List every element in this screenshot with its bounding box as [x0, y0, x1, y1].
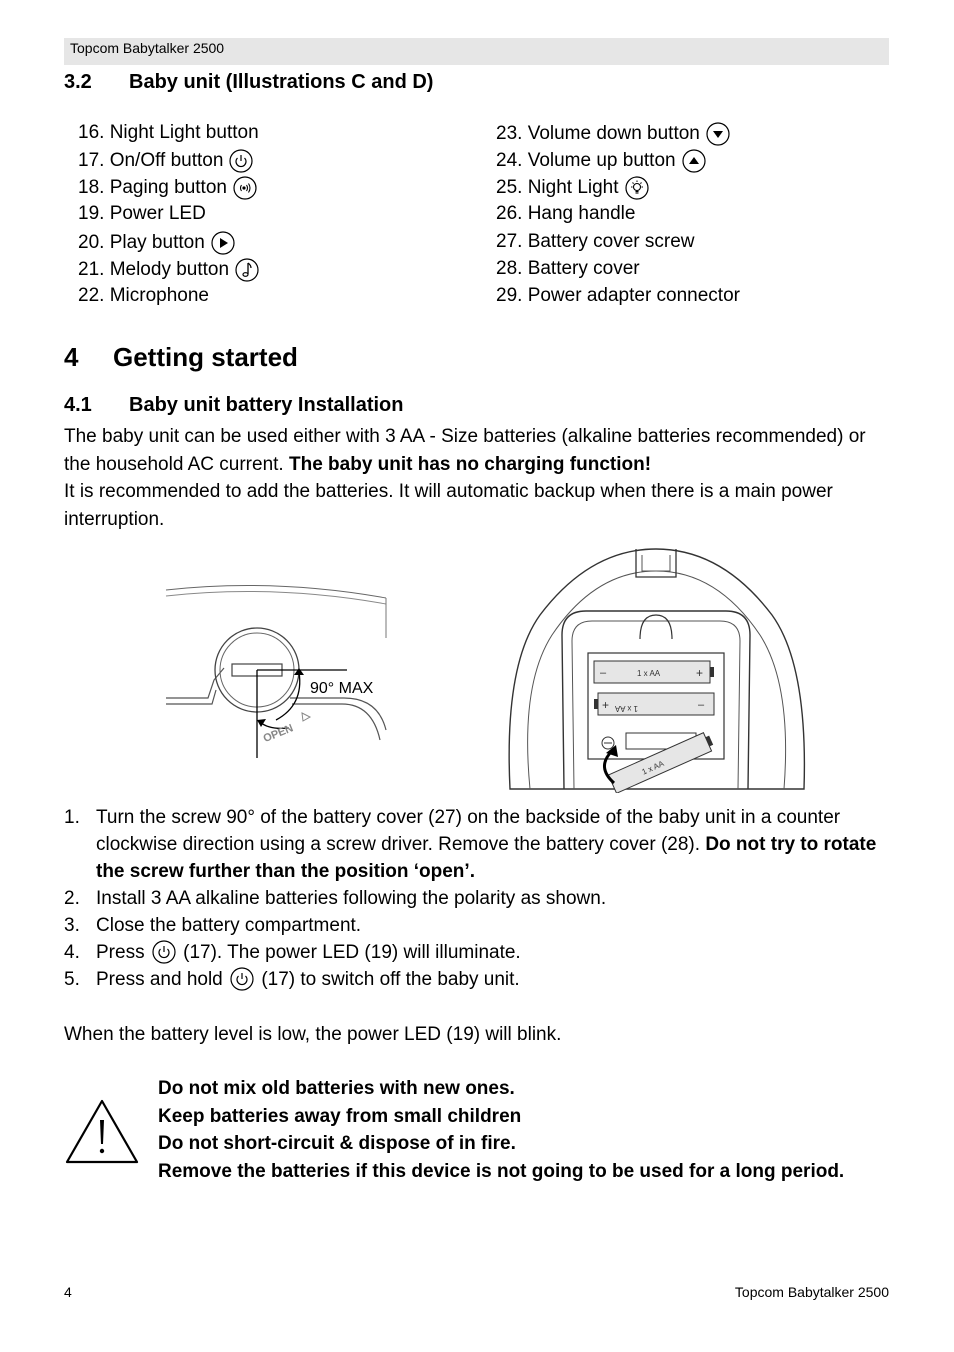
list-item-label: 27. Battery cover screw — [496, 231, 695, 252]
list-item — [78, 231, 235, 255]
list-item — [496, 149, 706, 173]
list-item — [496, 258, 640, 280]
step-text: Install 3 AA alkaline batteries following the polarity as shown. — [96, 888, 607, 909]
list-item-label: 17. On/Off button — [78, 150, 224, 172]
svg-text:+: + — [602, 698, 610, 712]
list-item — [78, 122, 259, 144]
open-label: OPEN — [261, 722, 295, 746]
step-text: Press and hold — [96, 969, 223, 990]
power-icon — [152, 940, 176, 964]
list-item — [496, 122, 730, 146]
battery-label-3: 1 x AA — [640, 758, 666, 777]
list-item-label: 18. Paging button — [78, 177, 227, 199]
battery-compartment-illustration — [500, 545, 812, 793]
step-text: Press — [96, 942, 145, 963]
screw-illustration — [164, 580, 390, 760]
list-item-label: 29. Power adapter connector — [496, 285, 740, 306]
step-text: (17) to switch off the baby unit. — [261, 969, 520, 990]
list-item-label: 16. Night Light button — [78, 122, 259, 143]
battery-note: When the battery level is low, the power LED (19) will blink. — [64, 1024, 562, 1045]
list-item — [64, 912, 894, 939]
section-4-1-heading — [64, 394, 403, 417]
section-3-2-heading — [64, 71, 433, 94]
intro-text: The baby unit can be used either with 3 AA - Size batteries (alkaline batteries recommended) or the household AC current. — [64, 426, 866, 475]
list-item — [64, 885, 894, 912]
section-number: 4 — [64, 342, 79, 372]
section-number: 3.2 — [64, 71, 92, 93]
list-item — [78, 258, 259, 282]
angle-label: 90° MAX — [310, 680, 374, 697]
list-item-label: 25. Night Light — [496, 177, 619, 199]
header-title: Topcom Babytalker 2500 — [70, 40, 225, 56]
intro-bold: The baby unit has no charging function! — [288, 453, 652, 475]
step-text: (17). The power LED (19) will illuminate. — [183, 942, 521, 963]
list-item — [496, 285, 740, 307]
list-item-label: 19. Power LED — [78, 203, 206, 224]
list-item — [78, 176, 257, 200]
list-item-label: 22. Microphone — [78, 285, 209, 306]
list-item — [496, 231, 695, 253]
list-item — [64, 966, 894, 993]
installation-steps — [64, 804, 894, 993]
section-title: Baby unit battery Installation — [129, 394, 404, 416]
power-icon — [229, 149, 253, 173]
step-text: Turn the screw 90° of the battery cover (27) on the backside of the baby unit in a counter clockwise direction using a screw driver. Remove the battery cover (28). — [96, 807, 841, 855]
night-light-icon — [625, 176, 649, 200]
list-item-label: 21. Melody button — [78, 259, 230, 281]
intro-text-2: It is recommended to add the batteries. It will automatic backup when there is a main power interruption. — [64, 481, 833, 530]
melody-icon — [235, 258, 259, 282]
warnings — [158, 1075, 844, 1185]
list-item — [78, 149, 253, 173]
svg-text:–: – — [600, 667, 607, 679]
list-item — [78, 203, 206, 225]
list-item — [64, 939, 894, 966]
play-icon — [211, 231, 235, 255]
step-text: Close the battery compartment. — [96, 915, 362, 936]
list-item — [496, 176, 649, 200]
battery-label-2: 1 x AA — [614, 704, 638, 713]
step-number: 1. — [64, 807, 80, 828]
battery-label-1: 1 x AA — [637, 669, 661, 678]
step-number: 4. — [64, 942, 80, 963]
list-item-label: 23. Volume down button — [496, 123, 700, 145]
warning-text: Do not short-circuit & dispose of in fire. — [158, 1133, 516, 1154]
section-title: Getting started — [113, 342, 298, 372]
step-number: 3. — [64, 915, 80, 936]
section-4-heading — [64, 342, 298, 373]
power-icon — [230, 967, 254, 991]
svg-text:–: – — [698, 699, 705, 711]
intro-paragraph — [64, 423, 894, 533]
volume-up-icon — [682, 149, 706, 173]
footer-product: Topcom Babytalker 2500 — [734, 1284, 889, 1300]
section-number: 4.1 — [64, 394, 92, 416]
paging-icon — [233, 176, 257, 200]
step-bold: Do not try to rotate the screw further than the position ‘open’. — [96, 834, 877, 882]
list-item-label: 20. Play button — [78, 232, 205, 254]
list-item — [64, 804, 894, 885]
step-number: 5. — [64, 969, 80, 990]
list-item-label: 24. Volume up button — [496, 150, 676, 172]
list-item — [496, 203, 635, 225]
list-item-label: 26. Hang handle — [496, 203, 636, 224]
warning-icon — [64, 1098, 140, 1166]
list-item-label: 28. Battery cover — [496, 258, 640, 279]
svg-text:+: + — [696, 666, 704, 680]
volume-down-icon — [706, 122, 730, 146]
warning-text: Do not mix old batteries with new ones. — [158, 1078, 515, 1099]
list-item — [78, 285, 209, 307]
warning-text: Remove the batteries if this device is not going to be used for a long period. — [158, 1160, 845, 1182]
section-title: Baby unit (Illustrations C and D) — [129, 71, 434, 93]
warning-text: Keep batteries away from small children — [158, 1105, 522, 1127]
page-header — [64, 38, 889, 65]
step-number: 2. — [64, 888, 80, 909]
page-number: 4 — [64, 1284, 72, 1300]
